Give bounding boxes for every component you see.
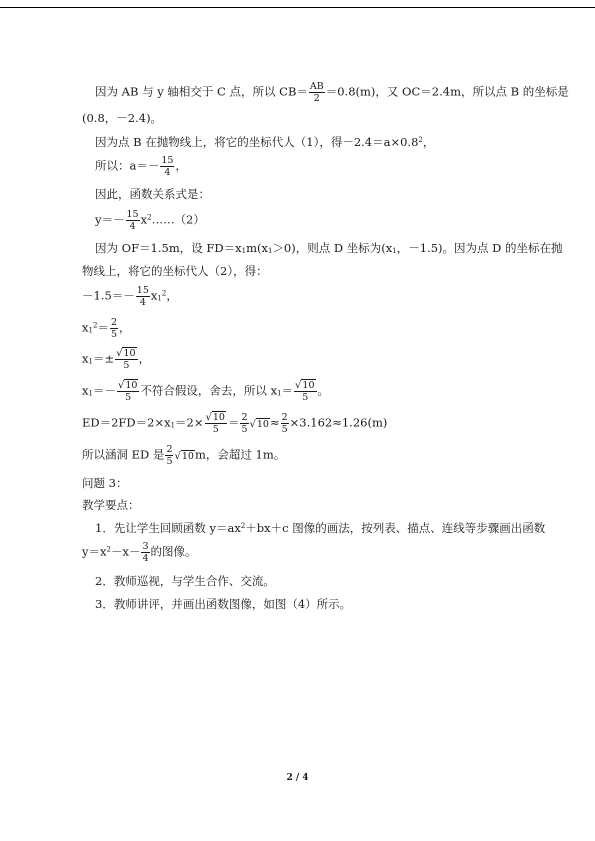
text-line — [82, 111, 162, 125]
text-run: ， — [166, 288, 178, 303]
superscript: 2 — [106, 545, 111, 554]
text-run: ， — [138, 351, 151, 366]
superscript: 2 — [147, 213, 152, 222]
subscript: 1 — [157, 294, 162, 303]
fraction-numerator: 15 — [126, 209, 139, 220]
text-run: 3．教师讲评，并画出函数图像，如图（4）所示。 — [95, 597, 352, 611]
text-run: ， — [118, 320, 131, 335]
fraction — [240, 412, 248, 435]
text-run: ＝－ — [92, 383, 116, 398]
radical — [118, 380, 138, 391]
text-line — [95, 521, 545, 535]
fraction-denominator: 4 — [129, 221, 136, 232]
subscript: 1 — [88, 326, 93, 335]
superscript: 2 — [92, 321, 98, 330]
text-run: (0.8，－2.4)。 — [82, 111, 163, 125]
radical-sign: √ — [174, 450, 181, 462]
fraction — [117, 380, 139, 403]
fraction-numerator: 2 — [281, 412, 288, 423]
fraction-denominator: 5 — [110, 329, 117, 340]
fraction-numerator — [115, 348, 137, 360]
text-line — [82, 264, 268, 278]
fraction-denominator: 4 — [164, 167, 171, 178]
text-run: x — [140, 212, 148, 227]
text-run: ＞0)，则点 D 坐标为(x — [272, 241, 393, 255]
text-run: x — [82, 351, 89, 366]
text-line — [82, 444, 285, 467]
text-run: y＝x — [82, 544, 107, 559]
radical-sign: √ — [295, 380, 302, 391]
subscript: 1 — [277, 389, 282, 398]
fraction-numerator: 2 — [241, 412, 248, 423]
text-run: 因为点 B 在抛物线上，将它的坐标代人（1），得－2.4＝a×0.8 — [95, 135, 419, 149]
radicand: 10 — [123, 348, 136, 359]
subscript: 1 — [88, 357, 93, 366]
subscript: 1 — [170, 421, 176, 430]
text-run: x — [82, 383, 89, 398]
text-run: 因为 AB 与 y 轴相交于 C 点，所以 CB＝ — [95, 84, 308, 99]
text-line — [82, 476, 127, 490]
radical-sign: √ — [117, 380, 125, 391]
text-run: x — [82, 320, 89, 335]
text-line — [82, 380, 329, 403]
text-run: 不符合假设，舍去，所以 x — [140, 383, 278, 398]
fraction — [309, 81, 325, 104]
fraction-denominator: 5 — [302, 392, 309, 403]
text-run: －1.5＝－ — [82, 288, 135, 303]
text-line — [95, 241, 563, 255]
fraction-denominator: 5 — [123, 360, 130, 371]
radicand: 10 — [181, 450, 194, 462]
text-run: ……（2） — [151, 212, 205, 227]
text-line — [95, 209, 205, 232]
fraction-denominator: 5 — [281, 424, 288, 435]
text-run: ≈ — [269, 415, 280, 430]
radical — [250, 418, 270, 432]
fraction — [141, 541, 149, 564]
radicand: 10 — [212, 412, 225, 423]
text-run: 教学要点： — [82, 498, 140, 512]
text-line — [82, 541, 197, 564]
text-run: m，会超过 1m。 — [194, 447, 286, 462]
header-rule — [0, 7, 595, 8]
superscript: 2 — [161, 289, 167, 298]
text-run: 所以涵洞 ED 是 — [82, 447, 165, 462]
text-run: y＝－ — [95, 212, 125, 227]
radical — [116, 348, 136, 359]
fraction-denominator: 4 — [142, 553, 149, 564]
fraction — [205, 412, 227, 435]
text-run: ＝ — [227, 415, 240, 430]
text-run: 因此，函数关系式是： — [95, 187, 210, 201]
text-line — [95, 597, 351, 611]
text-run: ＝ — [281, 383, 294, 398]
radical-sign: √ — [249, 418, 256, 430]
text-run: －x－ — [110, 544, 141, 559]
fraction — [165, 444, 173, 467]
fraction-denominator: 5 — [166, 456, 173, 467]
text-run: m(x — [246, 241, 268, 255]
fraction-denominator: 5 — [241, 424, 248, 435]
fraction-denominator: 2 — [313, 93, 320, 104]
fraction-denominator: 5 — [212, 424, 219, 435]
fraction-numerator: 15 — [136, 285, 149, 296]
text-run: 物线上，将它的坐标代人（2），得： — [82, 264, 268, 278]
subscript: 1 — [88, 389, 93, 398]
text-run: ，－1.5)。因为点 D 的坐标在抛 — [396, 241, 563, 255]
text-run: 所以：a＝－ — [95, 158, 160, 173]
text-line — [82, 348, 150, 371]
text-run: 1．先让学生回顾函数 y＝ax — [95, 521, 241, 535]
radical-sign: √ — [116, 348, 123, 359]
text-line — [82, 498, 140, 512]
text-line — [95, 135, 434, 149]
subscript: 1 — [392, 247, 397, 255]
text-run: 的图像。 — [150, 544, 197, 559]
text-run: ＝2× — [175, 415, 204, 430]
text-line — [82, 317, 130, 340]
text-line — [95, 187, 210, 201]
fraction-numerator: 15 — [161, 155, 174, 166]
text-line — [95, 81, 569, 104]
text-run: ＝0.8(m)，又 OC＝2.4m，所以点 B 的坐标是 — [325, 84, 569, 99]
fraction — [110, 317, 118, 340]
text-run: 因为 OF＝1.5m，设 FD＝x — [95, 241, 242, 255]
text-run: ＋bx＋c 图像的画法，按列表、描点、连线等步骤画出函数 — [245, 521, 546, 535]
fraction-numerator: 3 — [142, 541, 149, 552]
text-run: ＝ — [97, 320, 109, 335]
text-run: ＝± — [92, 351, 115, 366]
fraction-numerator: 2 — [110, 317, 117, 328]
text-line — [82, 285, 178, 308]
text-run: ×3.162≈1.26(m) — [289, 415, 388, 430]
fraction — [294, 380, 316, 403]
text-line — [82, 412, 387, 435]
fraction — [126, 209, 140, 232]
radical — [295, 380, 315, 391]
text-run: 。 — [317, 383, 330, 398]
radical — [174, 450, 194, 464]
text-run: x — [150, 288, 158, 303]
fraction — [136, 285, 150, 308]
fraction-numerator — [205, 412, 227, 424]
text-line — [95, 574, 275, 588]
subscript: 1 — [241, 247, 247, 255]
fraction-numerator: AB — [309, 81, 324, 92]
page-number: 2 / 4 — [286, 773, 309, 783]
text-run: ， — [175, 158, 187, 173]
text-line — [95, 155, 187, 178]
radical-sign: √ — [205, 412, 212, 423]
fraction-numerator: 2 — [166, 444, 173, 455]
radicand: 10 — [125, 380, 138, 391]
radical — [206, 412, 226, 423]
superscript: 2 — [240, 522, 246, 530]
superscript: 2 — [418, 136, 423, 144]
fraction-denominator: 5 — [125, 392, 132, 403]
fraction-numerator — [294, 380, 316, 392]
text-run: ED＝2FD＝2×x — [82, 415, 171, 430]
radicand: 10 — [256, 418, 269, 430]
fraction — [160, 155, 174, 178]
text-run: 问题 3： — [82, 476, 128, 490]
text-run: ， — [422, 135, 435, 149]
fraction — [115, 348, 137, 371]
text-run: 2．教师巡视，与学生合作、交流。 — [95, 574, 275, 588]
fraction-denominator: 4 — [139, 297, 146, 308]
fraction — [281, 412, 289, 435]
fraction-numerator — [117, 380, 139, 392]
subscript: 1 — [267, 247, 273, 255]
radicand: 10 — [302, 380, 315, 391]
